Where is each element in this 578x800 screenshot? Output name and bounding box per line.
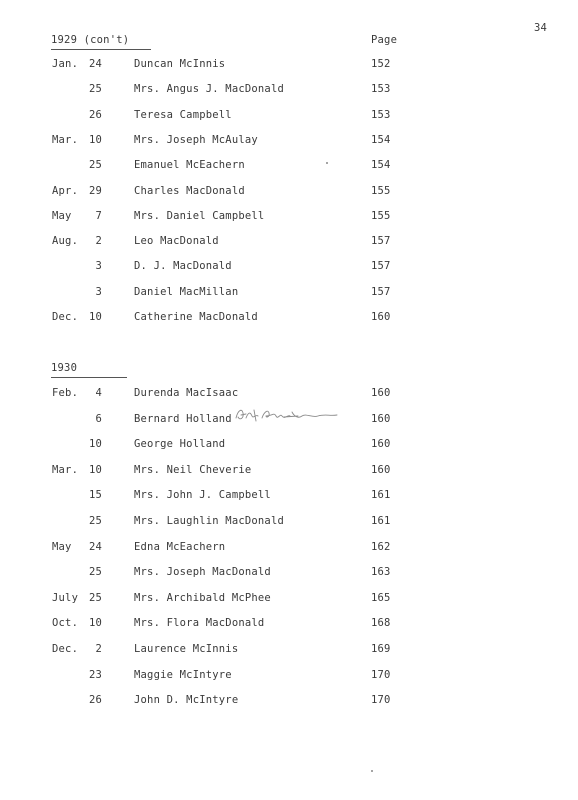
entry-row [0, 617, 578, 631]
entry-day: 25 [88, 566, 102, 579]
section-title-1930: 1930 [51, 362, 78, 374]
scan-speck [371, 770, 373, 772]
entry-row [0, 286, 578, 300]
entry-name: John D. McIntyre [134, 694, 239, 707]
entry-page: 160 [371, 387, 391, 399]
entry-row [0, 541, 578, 555]
entry-page: 160 [371, 463, 391, 476]
entry-day: 15 [88, 489, 102, 502]
entry-day: 10 [88, 463, 102, 476]
entry-name: Catherine MacDonald [134, 311, 258, 323]
entry-month: May [52, 209, 72, 222]
entry-row [0, 185, 578, 199]
entry-page: 154 [371, 159, 391, 172]
entry-month: Feb. [52, 387, 79, 399]
entry-name: Emanuel McEachern [134, 159, 245, 172]
entry-day: 10 [88, 438, 102, 451]
entry-row [0, 260, 578, 274]
entry-page: 161 [371, 489, 391, 502]
entry-name: Maggie McIntyre [134, 668, 232, 681]
entry-day: 24 [88, 540, 102, 553]
entry-name: Mrs. Flora MacDonald [134, 617, 265, 630]
entry-month: Dec. [52, 311, 79, 323]
entry-page: 152 [371, 58, 391, 70]
entry-day: 10 [88, 133, 102, 146]
entry-month: Mar. [52, 463, 79, 476]
entry-row [0, 159, 578, 173]
entry-row [0, 464, 578, 478]
entry-page: 155 [371, 209, 391, 222]
page-column-header: Page [371, 34, 398, 46]
entry-page: 157 [371, 260, 391, 273]
page-number: 34 [534, 22, 548, 34]
entry-page: 165 [371, 591, 391, 604]
entry-day: 23 [88, 668, 102, 681]
entry-name: Mrs. Archibald McPhee [134, 591, 271, 604]
entry-row [0, 235, 578, 249]
entry-name: Mrs. Daniel Campbell [134, 209, 265, 222]
entry-page: 170 [371, 694, 391, 707]
entry-page: 153 [371, 83, 391, 96]
entry-day: 25 [88, 515, 102, 527]
entry-day: 26 [88, 108, 102, 121]
entry-name: Mrs. Neil Cheverie [134, 463, 252, 476]
entry-day: 29 [88, 184, 102, 197]
entry-month: Aug. [52, 235, 79, 248]
entry-name: Edna McEachern [134, 540, 226, 553]
entry-row [0, 109, 578, 123]
entry-page: 160 [371, 438, 391, 451]
entry-name: Charles MacDonald [134, 184, 245, 197]
entry-row [0, 592, 578, 606]
entry-row [0, 694, 578, 708]
entry-day: 24 [88, 58, 102, 70]
entry-page: 155 [371, 184, 391, 197]
entry-row [0, 83, 578, 97]
entry-month: Oct. [52, 617, 79, 630]
entry-page: 154 [371, 133, 391, 146]
entry-row [0, 311, 578, 325]
entry-day: 2 [95, 643, 102, 655]
entry-day: 10 [88, 617, 102, 630]
entry-name: Durenda MacIsaac [134, 387, 239, 399]
section-title-1929: 1929 (con't) [51, 34, 130, 46]
entry-row [0, 387, 578, 401]
entry-row [0, 489, 578, 503]
entry-day: 2 [95, 235, 102, 248]
entry-row [0, 134, 578, 148]
entry-month: Jan. [52, 58, 79, 70]
entry-name: Laurence McInnis [134, 643, 239, 655]
entry-month: Apr. [52, 184, 79, 197]
entry-row [0, 643, 578, 657]
entry-name: Teresa Campbell [134, 108, 232, 121]
handwritten-signature [232, 404, 340, 426]
entry-page: 170 [371, 668, 391, 681]
entry-month: Mar. [52, 133, 79, 146]
entry-page: 169 [371, 643, 391, 655]
entry-row [0, 669, 578, 683]
entry-name: Mrs. John J. Campbell [134, 489, 271, 502]
entry-day: 4 [95, 387, 102, 399]
entry-name: D. J. MacDonald [134, 260, 232, 273]
entry-name: Duncan McInnis [134, 58, 226, 70]
entry-name: George Holland [134, 438, 226, 451]
entry-day: 7 [95, 209, 102, 222]
entry-day: 26 [88, 694, 102, 707]
entry-page: 157 [371, 235, 391, 248]
entry-page: 162 [371, 540, 391, 553]
entry-month: July [52, 591, 79, 604]
entry-day: 10 [88, 311, 102, 323]
entry-row [0, 58, 578, 72]
entry-name: Leo MacDonald [134, 235, 219, 248]
entry-row [0, 438, 578, 452]
entry-page: 168 [371, 617, 391, 630]
entry-day: 3 [95, 260, 102, 273]
entry-page: 157 [371, 285, 391, 298]
entry-page: 153 [371, 108, 391, 121]
entry-page: 163 [371, 566, 391, 579]
entry-day: 25 [88, 83, 102, 96]
entry-month: May [52, 540, 72, 553]
entry-name: Daniel MacMillan [134, 285, 239, 298]
entry-row [0, 566, 578, 580]
entry-day: 3 [95, 285, 102, 298]
entry-day: 6 [95, 412, 102, 425]
scan-speck [326, 162, 328, 164]
entry-row [0, 210, 578, 224]
entry-month: Dec. [52, 643, 79, 655]
entry-name: Mrs. Angus J. MacDonald [134, 83, 284, 96]
entry-page: 160 [371, 311, 391, 323]
entry-name: Mrs. Laughlin MacDonald [134, 515, 284, 527]
entry-name: Bernard Holland [134, 412, 232, 425]
entry-page: 160 [371, 412, 391, 425]
entry-name: Mrs. Joseph McAulay [134, 133, 258, 146]
entry-page: 161 [371, 515, 391, 527]
entry-day: 25 [88, 591, 102, 604]
entry-row [0, 515, 578, 529]
entry-day: 25 [88, 159, 102, 172]
entry-name: Mrs. Joseph MacDonald [134, 566, 271, 579]
